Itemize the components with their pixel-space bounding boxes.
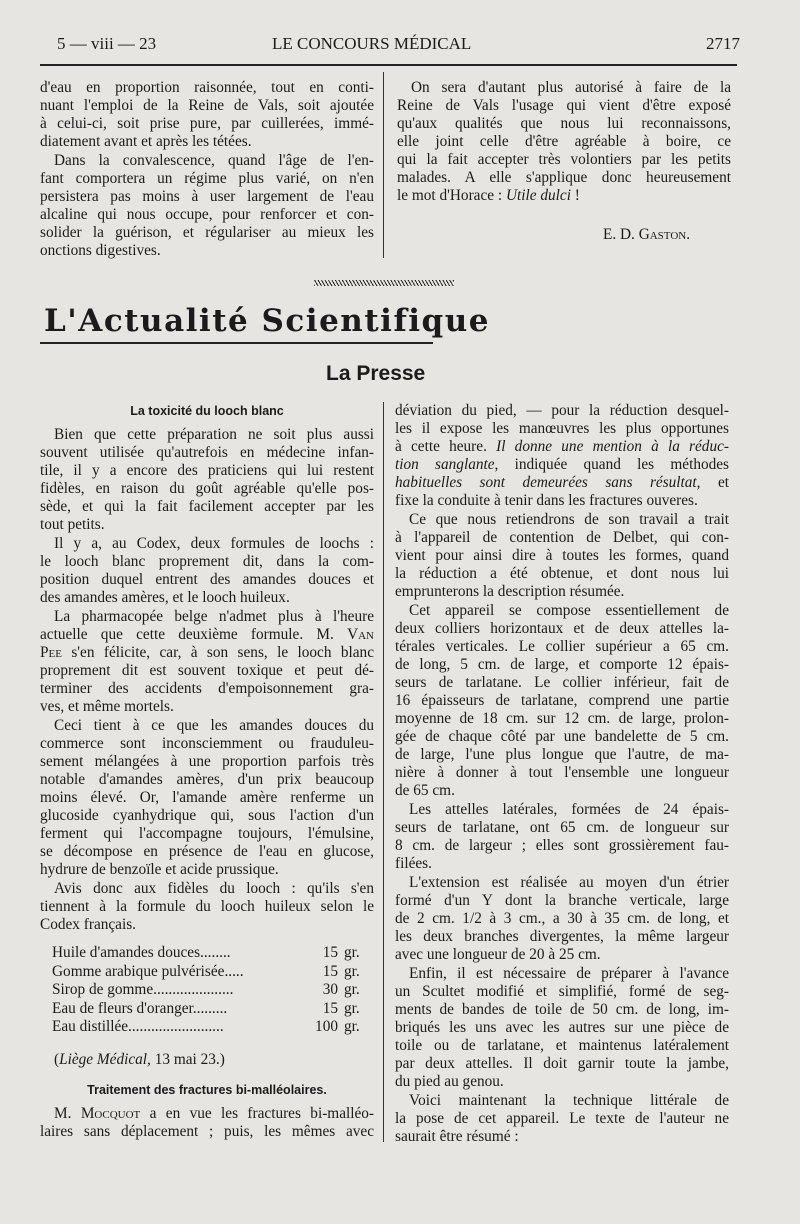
text-line: de long, 5 cm. de large, et comporte 12 épais- — [395, 656, 729, 673]
text-line: déviation du pied, — pour la réduction desquel- — [395, 402, 729, 419]
text-line: par deux attelles. Il doit garnir toute la jambe, — [395, 1055, 729, 1072]
paragraph — [40, 535, 374, 607]
text-line: de 2 cm. 1/2 à 3 cm., a 30 à 35 cm. de long, et — [395, 910, 729, 927]
text-line: laires sans déplacement ; puis, les mêmes avec — [40, 1122, 374, 1140]
recipe-row — [52, 944, 374, 963]
text-line: nière à donner à tout l'ensemble une longueur — [395, 764, 729, 781]
text-line: se décompose en présence de l'eau en glucose, — [40, 843, 374, 860]
text-line: seurs de tarlatane, ont 65 cm. de longueur sur — [395, 819, 729, 836]
right-column — [395, 402, 729, 1146]
text-line — [395, 438, 729, 456]
ornament-divider — [314, 280, 454, 286]
paragraph — [395, 801, 729, 873]
text-line: à celui-ci, soit prise pure, par cuillerées, immé- — [40, 115, 374, 132]
text-line — [397, 187, 731, 205]
text-line: fant comportera un régime plus varié, on n'en — [40, 170, 374, 187]
text-line: 8 cm. de largeur ; elles sont grossièrement fau- — [395, 837, 729, 854]
text-line: moins élevé. Or, l'amande amère renferme un — [40, 789, 374, 806]
journal-title: LE CONCOURS MÉDICAL — [272, 34, 472, 53]
text-line: Les attelles latérales, formées de 24 épais- — [409, 801, 729, 818]
column-divider — [383, 402, 384, 1142]
text-line: Avis donc aux fidèles du looch : qu'ils s'en — [54, 880, 374, 897]
text-line: seurs de tarlatane. Le collier inférieur, fait de — [395, 674, 729, 691]
text-segment: actuelle que cette deuxième formule. M. — [40, 626, 348, 643]
recipe-unit: gr. — [344, 944, 360, 961]
text-line: les deux branches divergentes, la même largeur — [395, 928, 729, 945]
text-line: formé d'un Y dont la branche verticale, large — [395, 892, 729, 909]
text-line: L'extension est réalisée au moyen d'un étrier — [409, 874, 729, 891]
text-line: Il y a, au Codex, deux formules de loochs : — [54, 535, 374, 552]
text-line: qui la fait accepter très volontiers par les petits — [397, 151, 731, 168]
text-line — [395, 456, 729, 474]
text-line: vient pour ainsi dire à toutes les formes, quand — [395, 547, 729, 564]
text-line: saurait être résumé : — [395, 1128, 519, 1145]
text-line: gée de chaque côté par une bandelette de 5 cm. — [395, 728, 729, 745]
text-line: térales verticales. Le collier supérieur a 65 cm. — [395, 638, 729, 655]
text-line: ferment qui l'accompagne toujours, l'émulsine, — [40, 825, 374, 842]
section-title: L'Actualité Scientifique — [44, 303, 490, 339]
header-rule — [40, 64, 737, 66]
text-line: Voici maintenant la technique littérale de — [409, 1092, 729, 1109]
recipe-name: Huile d'amandes douces........ — [52, 944, 231, 961]
text-segment: à cette heure. — [395, 438, 497, 455]
paragraph — [40, 608, 374, 716]
paragraph — [397, 79, 731, 205]
text-line: tout petits. — [40, 516, 105, 533]
text-line: position duquel entrent des amandes douces et — [40, 571, 374, 588]
text-line: 16 épaisseurs de tarlatane, comprend une partie — [395, 692, 729, 709]
text-line: filées. — [395, 855, 432, 872]
paragraph — [40, 426, 374, 534]
paragraph — [395, 602, 729, 800]
recipe-qty: 30 — [322, 981, 338, 998]
text-line: qu'aux qualités que nous lui reconnaissons, — [397, 115, 731, 132]
section-title-underline — [40, 342, 433, 344]
text-line: moyenne de 18 cm. sur 12 cm. de large, prolon- — [395, 710, 729, 727]
recipe-qty: 15 — [322, 944, 338, 961]
recipe-qty: 15 — [322, 962, 338, 980]
paragraph — [395, 965, 729, 1091]
text-line: solider la guérison, et régulariser au mieux les — [40, 224, 374, 241]
text-line: à l'appareil de contention de Delbet, qui con- — [395, 529, 729, 546]
text-line: sement mélangées à une proportion parfois très — [40, 753, 374, 770]
paragraph — [40, 152, 374, 260]
recipe-row — [52, 1018, 374, 1037]
article-heading: Traitement des fractures bi-malléolaires. — [87, 1082, 327, 1097]
text-line: malades. A elle s'applique donc heureusement — [397, 169, 731, 186]
small-caps-name: Mocquot — [80, 1104, 141, 1122]
text-line — [40, 626, 374, 644]
text-line: des amandes amères, et le looch huileux. — [40, 589, 290, 606]
recipe-row — [52, 981, 374, 1000]
text-line: les il expose les manœuvres les plus opportunes — [395, 420, 729, 437]
text-line: hydrure de benzoïle et acide prussique. — [40, 861, 279, 878]
paragraph — [395, 511, 729, 601]
header-date: 5 — viii — 23 — [57, 34, 157, 53]
recipe-unit: gr. — [344, 981, 360, 998]
text-line: Codex français. — [40, 916, 136, 933]
text-line: glucoside cyanhydrique qui, sous l'action d'un — [40, 807, 374, 824]
page-number: 2717 — [706, 34, 740, 53]
text-line: tiennent à la formule du looch huileux selon le — [40, 898, 374, 915]
signature: E. D. Gaston. — [603, 226, 691, 243]
text-line: deux colliers horizontaux et de deux attelles la- — [395, 620, 729, 637]
source-citation — [40, 1051, 374, 1069]
recipe-name: Gomme arabique pulvérisée..... — [52, 962, 244, 980]
top-right-column — [397, 79, 731, 205]
italic-text: Il donne une mention à la réduc- — [496, 438, 729, 455]
text-line: On sera d'autant plus autorisé à faire de la — [411, 79, 731, 96]
text-line: elle joint celle d'être agréable à boire, ce — [397, 133, 731, 150]
text-line: onctions digestives. — [40, 242, 161, 259]
paragraph — [40, 79, 374, 151]
text-line: Ce que nous retiendrons de son travail a trait — [409, 511, 729, 528]
article-body — [40, 1105, 374, 1141]
text-line: Bien que cette préparation ne soit plus aussi — [54, 426, 374, 443]
text-line: Reine de Vals l'usage qui vient d'être exposé — [397, 97, 731, 114]
article-body — [40, 426, 374, 934]
text-segment: le mot d'Horace : — [397, 187, 506, 204]
left-column — [40, 400, 374, 1141]
text-segment: et — [700, 474, 729, 491]
recipe-row — [52, 1000, 374, 1019]
text-line: Cet appareil se compose essentiellement de — [409, 602, 729, 619]
recipe-name: Eau distillée......................... — [52, 1018, 224, 1035]
paragraph — [40, 880, 374, 934]
text-line: souvent utilisée qu'autrefois en médecine infan- — [40, 444, 374, 461]
text-line: ments de bandes de toile de 50 cm. de long, im- — [395, 1001, 729, 1018]
text-segment: a en vue les fractures bi-malléo- — [140, 1104, 375, 1122]
paragraph — [40, 717, 374, 879]
text-line: de 65 cm. — [395, 782, 455, 799]
italic-text: habituelles sont demeurées sans résultat, — [395, 474, 701, 491]
italic-text: Utile dulci — [505, 187, 571, 204]
text-line: diatement avant et après les tétées. — [40, 133, 252, 150]
paragraph — [395, 1092, 729, 1146]
text-line: la pose de cet appareil. Le texte de l'auteur ne — [395, 1110, 729, 1127]
text-line: ves, et même mortels. — [40, 698, 174, 715]
recipe-name: Eau de fleurs d'oranger......... — [52, 999, 228, 1017]
italic-text: tion sanglante — [395, 456, 495, 473]
text-line — [40, 644, 374, 662]
text-line: commerce sont inconsciemment ou frauduleu- — [40, 735, 374, 752]
source-journal: Liège Médical, — [59, 1050, 151, 1068]
text-line: fixe la conduite à tenir dans les fractures ouveres. — [395, 492, 698, 509]
recipe-unit: gr. — [344, 1018, 360, 1035]
small-caps-name: Pee — [40, 644, 62, 661]
text-line — [395, 474, 729, 492]
paragraph — [40, 1105, 374, 1141]
text-line: du pied au genou. — [395, 1073, 504, 1090]
text-line: la réduction a été obtenue, et dont nous lui — [395, 565, 729, 582]
text-line: d'eau en proportion raisonnée, tout en conti- — [40, 79, 374, 96]
text-line: de large, l'une plus longue que l'autre, de ma- — [395, 746, 729, 763]
recipe-name: Sirop de gomme..................... — [52, 981, 234, 998]
text-line: sède, et qui la fait facilement accepter par les — [40, 498, 374, 515]
text-line: tile, il y a encore des praticiens qui lui restent — [40, 462, 374, 479]
small-caps-name: Van — [347, 626, 374, 643]
subsection-title: La Presse — [326, 362, 426, 385]
column-divider — [383, 72, 384, 258]
text-line: Dans la convalescence, quand l'âge de l'en- — [54, 152, 374, 169]
text-line: emprunterons la description résumée. — [395, 583, 625, 600]
paragraph — [395, 874, 729, 964]
text-segment: ! — [570, 187, 580, 204]
source-date: 13 mai 23.) — [150, 1050, 225, 1068]
recipe-unit: gr. — [344, 999, 360, 1017]
text-line: nuant l'emploi de la Reine de Vals, soit ajoutée — [40, 97, 374, 114]
text-line: proprement dit est souvent toxique et peut dé- — [40, 662, 374, 679]
recipe-table — [40, 944, 374, 1037]
recipe-qty: 100 — [315, 1018, 338, 1035]
text-line: Ceci tient à ce que les amandes douces du — [54, 717, 374, 734]
text-segment: , indiquée quand les méthodes — [494, 456, 730, 473]
text-segment: M. — [54, 1104, 81, 1122]
text-line: La pharmacopée belge n'admet plus à l'heure — [54, 608, 374, 625]
recipe-qty: 15 — [322, 999, 338, 1017]
text-line: le looch blanc proprement dit, dans la com- — [40, 553, 374, 570]
paragraph — [395, 402, 729, 510]
top-left-column — [40, 79, 374, 260]
text-segment: s'en félicite, car, à son sens, le looch blanc — [61, 644, 374, 661]
source-open: ( — [54, 1050, 60, 1068]
text-line: alcaline qui nous occupe, pour renforcer et con- — [40, 206, 374, 223]
text-line: toile ou de tarlatane, et maintenus latéralement — [395, 1037, 729, 1054]
text-line — [40, 1105, 374, 1123]
recipe-unit: gr. — [344, 962, 360, 980]
text-line: briqués les uns avec les autres sur une pièce de — [395, 1019, 729, 1036]
text-line: un Scultet modifié et simplifié, formé de seg- — [395, 983, 729, 1000]
text-line: Enfin, il est nécessaire de préparer à l'avance — [409, 965, 729, 982]
text-line: fidèles, en raison du goût agréable qu'elle pos- — [40, 480, 374, 497]
text-line: persistera pas moins à user largement de l'eau — [40, 188, 374, 205]
article-heading: La toxicité du looch blanc — [130, 404, 284, 418]
text-line: avec une longueur de 20 à 25 cm. — [395, 946, 601, 963]
text-line: terminer des accidents d'empoisonnement gra- — [40, 680, 374, 697]
recipe-row — [52, 963, 374, 982]
text-line: notable d'amandes amères, d'un prix beaucoup — [40, 771, 374, 788]
